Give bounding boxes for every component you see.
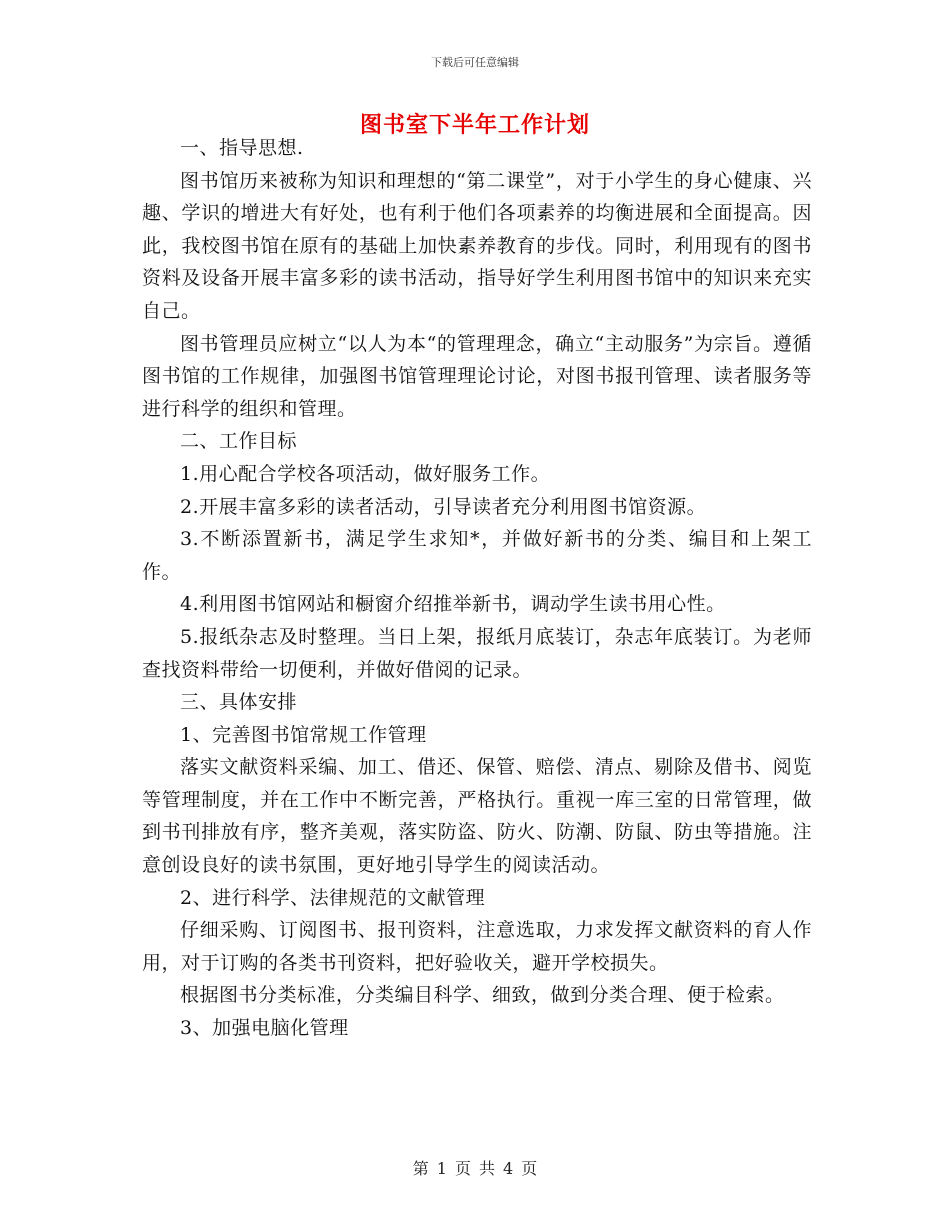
section-heading-work-goals: 二、工作目标 — [180, 430, 298, 453]
footer-page-word: 第 — [412, 1159, 429, 1178]
document-title: 图书室下半年工作计划 — [359, 113, 590, 138]
footer-page-unit: 页 — [454, 1159, 471, 1178]
footer-page-number: 1 — [436, 1159, 447, 1178]
goal-item-5: 5.报纸杂志及时整理。当日上架，报纸月底装订，杂志年底装订。为老师查找资料带给一切便利，并做好借阅的记录。 — [142, 625, 812, 681]
paragraph-classification: 根据图书分类标准，分类编目科学、细致，做到分类合理、便于检索。 — [180, 984, 785, 1007]
footer-total-unit: 页 — [521, 1159, 538, 1178]
paragraph-procurement: 仔细采购、订阅图书、报刊资料，注意选取，力求发挥文献资料的育人作用，对于订购的各类书刊资料，把好验收关，避开学校损失。 — [142, 919, 812, 974]
subheading-literature-management: 2、进行科学、法律规范的文献管理 — [180, 886, 486, 909]
download-note: 下载后可任意编辑 — [431, 56, 519, 69]
goal-item-1: 1.用心配合学校各项活动，做好服务工作。 — [180, 462, 551, 485]
paragraph-library-intro: 图书馆历来被称为知识和理想的“第二课堂”，对于小学生的身心健康、兴趣、学识的增进大有好处，也有利于他们各项素养的均衡进展和全面提高。因此，我校图书馆在原有的基础上加快素养教育的步伐。同时，利用现有的图书资料及设备开展丰富多彩的读书活动，指导好学生利用图书馆中的知识来充实自己。 — [142, 169, 812, 322]
goal-item-3: 3.不断添置新书，满足学生求知*，并做好新书的分类、编目和上架工作。 — [142, 528, 812, 583]
footer-total-word: 共 — [479, 1159, 496, 1178]
goal-item-2: 2.开展丰富多彩的读者活动，引导读者充分利用图书馆资源。 — [180, 495, 707, 518]
footer-total-pages: 4 — [503, 1159, 514, 1178]
paragraph-management-philosophy: 图书管理员应树立“以人为本“的管理理念，确立“主动服务”为宗旨。遵循图书馆的工作规律，加强图书馆管理理论讨论，对图书报刊管理、读者服务等进行科学的组织和管理。 — [142, 332, 812, 420]
section-heading-guiding-thought: 一、指导思想. — [180, 137, 304, 159]
page-footer — [0, 1156, 950, 1179]
section-heading-arrangements: 三、具体安排 — [180, 691, 298, 714]
subheading-computerized-management: 3、加强电脑化管理 — [180, 1017, 349, 1040]
document-body — [142, 132, 812, 1045]
goal-item-4: 4.利用图书馆网站和橱窗介绍推举新书，调动学生读书用心性。 — [180, 593, 726, 616]
subheading-routine-management: 1、完善图书馆常规工作管理 — [180, 723, 427, 746]
paragraph-routine-management: 落实文献资料采编、加工、借还、保管、赔偿、清点、剔除及借书、阅览等管理制度，并在工作中不断完善，严格执行。重视一库三室的日常管理，做到书刊排放有序，整齐美观，落实防盗、防火、防潮、防鼠、防虫等措施。注意创设良好的读书氛围，更好地引导学生的阅读活动。 — [142, 756, 812, 877]
